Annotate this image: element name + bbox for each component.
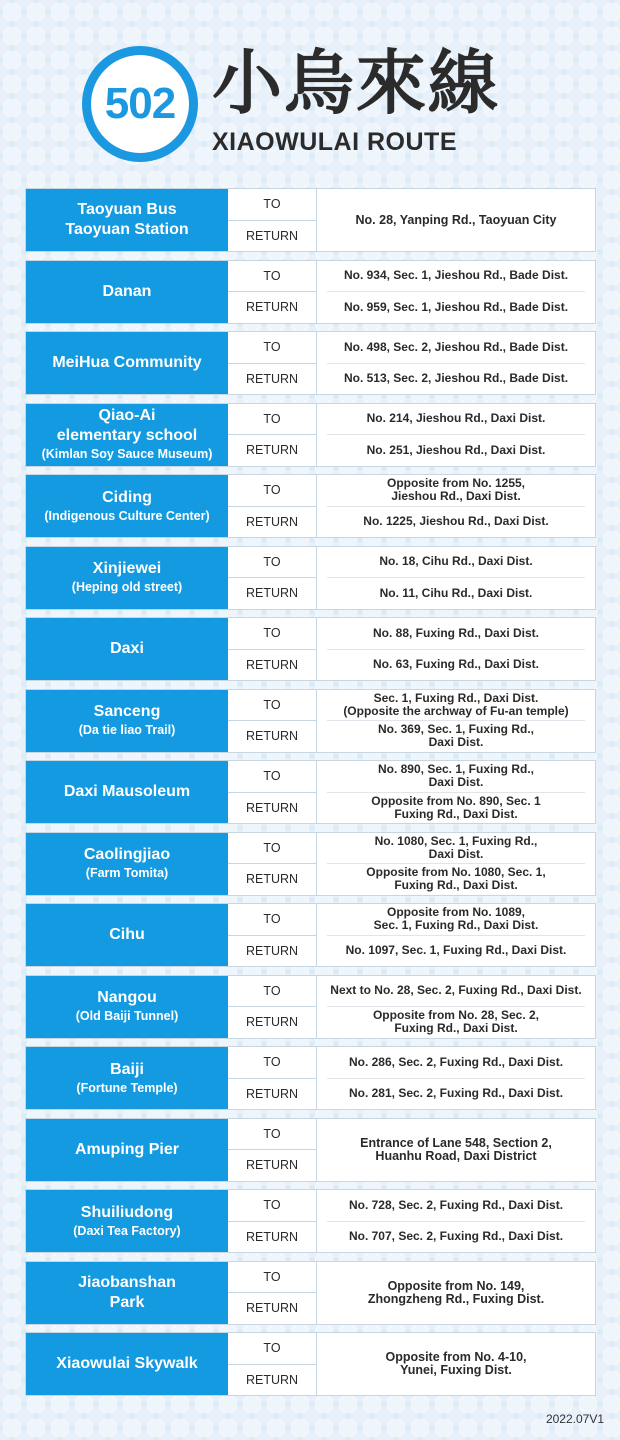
stop-name-line: Baiji [110,1060,144,1078]
address-to: No. 890, Sec. 1, Fuxing Rd., Daxi Dist. [377,762,535,790]
address-column [317,1333,595,1395]
address-column [317,1047,595,1109]
direction-return-label: RETURN [228,1364,316,1396]
address-return: No. 369, Sec. 1, Fuxing Rd., Daxi Dist. [327,720,585,752]
stop-name-line: Caolingjiao [83,846,171,863]
direction-to-label: TO [263,268,281,283]
direction-column [228,1262,317,1324]
address-column [317,1190,595,1252]
stop-landmark: (Kimlan Soy Sauce Museum) [41,447,213,461]
direction-column [228,1047,317,1109]
direction-column [228,332,317,394]
address-to: Opposite from No. 149, Zhongzheng Rd., Fuxing Dist. [367,1278,545,1306]
stop-row [25,975,596,1039]
address-return: No. 281, Sec. 2, Fuxing Rd., Daxi Dist. [327,1078,585,1110]
address-to: No. 728, Sec. 2, Fuxing Rd., Daxi Dist. [348,1197,564,1212]
address-column [317,833,595,895]
direction-column [228,547,317,609]
address-to: Opposite from No. 4-10, Yunei, Fuxing Dist. [385,1350,527,1377]
stop-name [26,618,228,680]
route-number: 502 [104,79,176,128]
direction-column [228,475,317,537]
stop-landmark: (Daxi Tea Factory) [73,1223,181,1238]
address-column [317,761,595,823]
address-return: Opposite from No. 28, Sec. 2, Fuxing Rd., Daxi Dist. [327,1006,585,1038]
direction-return-label: RETURN [228,506,316,538]
address-column [317,475,595,537]
address-column [317,618,595,680]
stop-name [26,1119,228,1181]
stop-name [26,547,228,609]
address-to: No. 88, Fuxing Rd., Daxi Dist. [372,625,540,640]
address-column [317,1119,595,1181]
stop-name [26,976,228,1038]
address-return: No. 1097, Sec. 1, Fuxing Rd., Daxi Dist. [327,935,585,967]
address-column [317,976,595,1038]
address-return: No. 11, Cihu Rd., Daxi Dist. [327,577,585,609]
address-to: No. 934, Sec. 1, Jieshou Rd., Bade Dist. [343,268,569,283]
stop-name [26,904,228,966]
stop-name-line: Daxi [110,640,144,657]
route-header [0,0,620,180]
stop-row [25,1046,596,1110]
stop-row [25,1189,596,1253]
address-column [317,261,595,323]
address-column [317,189,595,251]
address-column [317,547,595,609]
direction-to-label: TO [263,197,281,212]
stop-name [26,1190,228,1252]
stop-row [25,689,596,753]
stop-row [25,188,596,252]
direction-column [228,261,317,323]
address-return: No. 251, Jieshou Rd., Daxi Dist. [327,434,585,466]
stop-row [25,760,596,824]
address-return: No. 1225, Jieshou Rd., Daxi Dist. [327,506,585,538]
direction-column [228,976,317,1038]
direction-to-label: TO [263,483,281,498]
stop-name [26,1333,228,1395]
stop-landmark: (Heping old street) [71,580,183,594]
stop-row [25,331,596,395]
stop-name [26,690,228,752]
stop-name [26,404,228,466]
stop-row [25,260,596,324]
stop-name-line: Ciding [102,488,152,506]
stop-name-line: Sanceng [93,703,161,720]
direction-return-label: RETURN [228,220,316,252]
stop-name [26,1262,228,1324]
stop-row [25,1118,596,1182]
address-return: No. 959, Sec. 1, Jieshou Rd., Bade Dist. [327,291,585,323]
stop-name [26,189,228,251]
direction-column [228,761,317,823]
stop-landmark: (Farm Tomita) [85,866,169,880]
direction-return-label: RETURN [228,720,316,752]
direction-to-label: TO [263,840,281,855]
direction-to-label: TO [263,1126,281,1141]
direction-column [228,404,317,466]
direction-return-label: RETURN [228,792,316,824]
direction-column [228,618,317,680]
direction-return-label: RETURN [228,1149,316,1181]
direction-return-label: RETURN [228,863,316,895]
address-to: No. 28, Yanping Rd., Taoyuan City [355,212,557,227]
address-column [317,904,595,966]
stop-name-line: Xinjiewei [92,560,162,577]
direction-return-label: RETURN [228,1006,316,1038]
address-return: Opposite from No. 1080, Sec. 1, Fuxing Rd., Daxi Dist. [327,863,585,895]
stop-row [25,903,596,967]
address-column [317,690,595,752]
direction-to-label: TO [263,697,281,712]
stop-name-line: Xiaowulai Skywalk [56,1355,198,1372]
direction-return-label: RETURN [228,1292,316,1324]
direction-to-label: TO [263,554,281,569]
direction-to-label: TO [263,1269,281,1284]
stop-row [25,1332,596,1396]
direction-return-label: RETURN [228,434,316,466]
address-column [317,332,595,394]
route-title-chinese: 小烏來線 [212,42,500,124]
version-label: 2022.07V1 [545,1412,604,1426]
stop-name [26,761,228,823]
stop-name-line: Park [109,1293,145,1311]
direction-column [228,1119,317,1181]
stop-name-line: Danan [102,282,152,300]
address-to: No. 214, Jieshou Rd., Daxi Dist. [366,411,546,426]
stop-name-line: Jiaobanshan [78,1273,176,1291]
stop-name [26,475,228,537]
stop-landmark: (Da tie liao Trail) [78,723,176,737]
stop-row [25,1261,596,1325]
stop-name-line: Cihu [109,926,145,943]
address-to: No. 498, Sec. 2, Jieshou Rd., Bade Dist. [343,339,569,354]
stop-name-line: elementary school [56,427,198,444]
direction-to-label: TO [263,769,281,784]
direction-to-label: TO [263,983,281,998]
direction-return-label: RETURN [228,363,316,395]
address-to: No. 18, Cihu Rd., Daxi Dist. [379,554,533,569]
stop-row [25,832,596,896]
direction-to-label: TO [263,340,281,355]
direction-to-label: TO [263,411,281,426]
stop-row [25,546,596,610]
stop-name [26,261,228,323]
stop-name [26,1047,228,1109]
stop-name-line: Nangou [97,989,157,1006]
stop-name-line: Qiao-Ai [98,407,156,424]
address-to: No. 1080, Sec. 1, Fuxing Rd., Daxi Dist. [374,833,538,861]
address-to: Opposite from No. 1255, Jieshou Rd., Daxi Dist. [386,476,526,504]
address-column [317,404,595,466]
direction-return-label: RETURN [228,577,316,609]
stop-name [26,833,228,895]
direction-to-label: TO [263,1198,281,1213]
stop-landmark: (Fortune Temple) [76,1080,178,1095]
direction-column [228,833,317,895]
stop-name-line: MeiHua Community [52,354,202,371]
route-title-english: XIAOWULAI ROUTE [212,128,457,156]
stop-name-line: Taoyuan Bus [77,201,177,218]
direction-column [228,904,317,966]
address-to: Opposite from No. 1089, Sec. 1, Fuxing Rd., Daxi Dist. [373,905,539,933]
direction-column [228,1190,317,1252]
stop-name-line: Daxi Mausoleum [63,783,191,800]
address-return: No. 707, Sec. 2, Fuxing Rd., Daxi Dist. [327,1221,585,1253]
address-to: Entrance of Lane 548, Section 2, Huanhu Road, Daxi District [360,1135,552,1163]
direction-return-label: RETURN [228,291,316,323]
address-to: Next to No. 28, Sec. 2, Fuxing Rd., Daxi Dist. [330,983,582,998]
direction-return-label: RETURN [228,1221,316,1253]
direction-column [228,1333,317,1395]
direction-to-label: TO [263,912,281,927]
stop-row [25,617,596,681]
route-number-badge [82,46,198,162]
stop-row [25,474,596,538]
direction-to-label: TO [263,1341,281,1356]
direction-return-label: RETURN [228,1078,316,1110]
stop-row [25,403,596,467]
stop-landmark: (Indigenous Culture Center) [44,508,210,523]
address-column [317,1262,595,1324]
stop-landmark: (Old Baiji Tunnel) [75,1009,179,1023]
address-return: Opposite from No. 890, Sec. 1 Fuxing Rd., Daxi Dist. [327,792,585,824]
direction-return-label: RETURN [228,649,316,681]
direction-to-label: TO [263,1055,281,1070]
direction-to-label: TO [263,626,281,641]
stop-name-line: Amuping Pier [74,1140,179,1158]
direction-return-label: RETURN [228,935,316,967]
address-return: No. 63, Fuxing Rd., Daxi Dist. [327,649,585,681]
direction-column [228,690,317,752]
stop-name [26,332,228,394]
stop-name-line: Shuiliudong [80,1203,174,1221]
address-to: Sec. 1, Fuxing Rd., Daxi Dist. (Opposite the archway of Fu-an temple) [343,690,569,718]
address-return: No. 513, Sec. 2, Jieshou Rd., Bade Dist. [327,363,585,395]
stop-list [25,188,596,1404]
direction-column [228,189,317,251]
address-to: No. 286, Sec. 2, Fuxing Rd., Daxi Dist. [348,1054,564,1069]
stop-name-line: Taoyuan Station [65,221,189,238]
